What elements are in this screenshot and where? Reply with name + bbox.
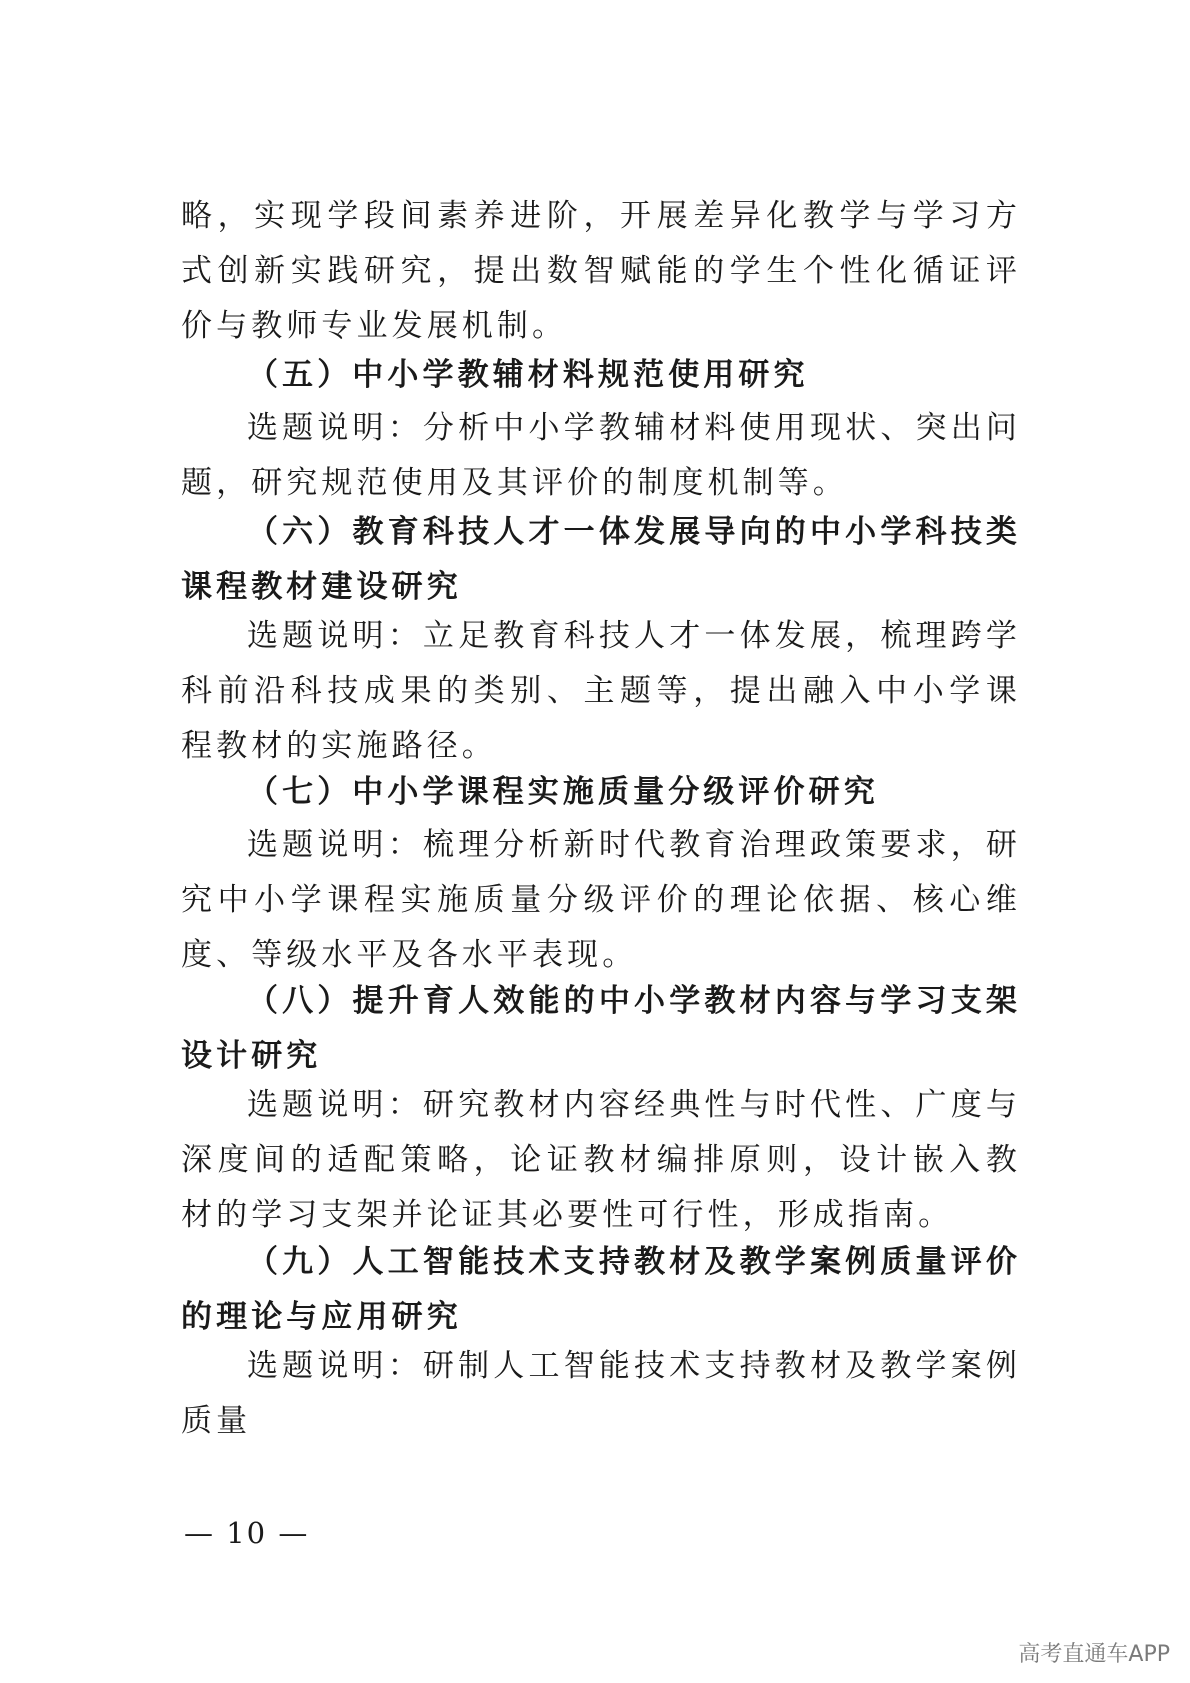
body-paragraph-continuation: 略，实现学段间素养进阶，开展差异化教学与学习方式创新实践研究，提出数智赋能的学生个性化循证评价与教师专业发展机制。 <box>181 198 1021 344</box>
topic-description-7: 选题说明：梳理分析新时代教育治理政策要求，研究中小学课程实施质量分级评价的理论依据、核心维度、等级水平及各水平表现。 <box>181 827 1021 973</box>
section-heading-7: （七）中小学课程实施质量分级评价研究 <box>247 774 879 810</box>
topic-description-8: 选题说明：研究教材内容经典性与时代性、广度与深度间的适配策略，论证教材编排原则，设计嵌入教材的学习支架并论证其必要性可行性，形成指南。 <box>181 1087 1021 1233</box>
section-heading-5: （五）中小学教辅材料规范使用研究 <box>247 357 809 393</box>
page-number: — 10 — <box>184 1516 310 1550</box>
section-heading-9: （九）人工智能技术支持教材及教学案例质量评价的理论与应用研究 <box>181 1244 1021 1335</box>
topic-description-5: 选题说明：分析中小学教辅材料使用现状、突出问题，研究规范使用及其评价的制度机制等。 <box>181 410 1021 501</box>
section-heading-6: （六）教育科技人才一体发展导向的中小学科技类课程教材建设研究 <box>181 514 1021 605</box>
topic-description-6: 选题说明：立足教育科技人才一体发展，梳理跨学科前沿科技成果的类别、主题等，提出融入中小学课程教材的实施路径。 <box>181 618 1021 764</box>
section-heading-8: （八）提升育人效能的中小学教材内容与学习支架设计研究 <box>181 983 1021 1074</box>
watermark-text: 高考直通车APP <box>1018 1642 1170 1667</box>
topic-description-9: 选题说明：研制人工智能技术支持教材及教学案例质量 <box>181 1348 1021 1439</box>
